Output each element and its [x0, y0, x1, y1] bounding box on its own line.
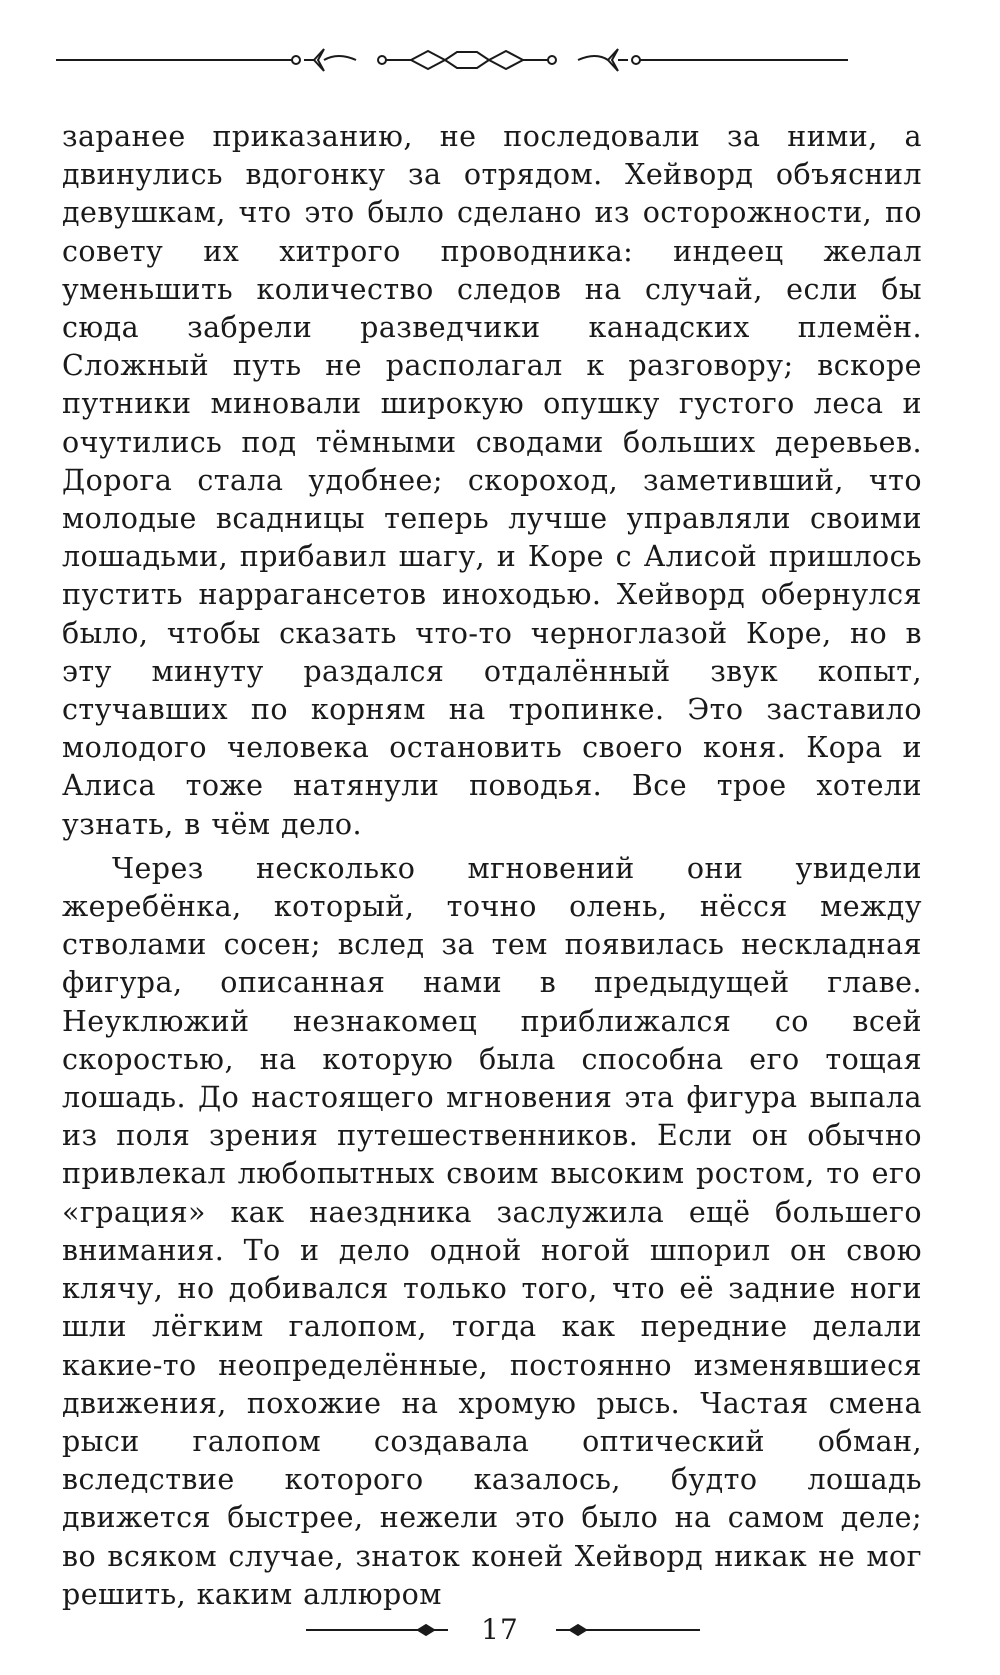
- paragraph: заранее приказанию, не последовали за ними, а двинулись вдогонку за отрядом. Хейворд объяснил девушкам, что это было сделано из осторожности, по совету их хитрого проводника: индеец желал уменьшить количество следов на случай, если бы сюда забрели разведчики канадских племён. Сложный путь не располагал к разговору; вскоре путники миновали широкую опушку густого леса и очутились под тёмными сводами больших деревьев. Дорога стала удобнее; скороход, заметивший, что молодые всадницы теперь лучше управляли своими лошадьми, прибавил шагу, и Коре с Алисой пришлось пустить наррагансетов иноходью. Хейворд обернулся было, чтобы сказать что-то черноглазой Коре, но в эту минуту раздался отдалённый звук копыт, стучавших по корням на тропинке. Это заставило молодого человека остановить своего коня. Кора и Алиса тоже натянули поводья. Все трое хотели узнать, в чём дело.: [62, 120, 922, 841]
- header-ornament: [56, 40, 936, 80]
- page-number: 17: [481, 1613, 519, 1646]
- paragraph: Через несколько мгновений они увидели жеребёнка, который, точно олень, нёсся между стволами сосен; вслед за тем появилась нескладная фигура, описанная нами в предыдущей главе. Неуклюжий незнакомец приближался со всей скоростью, на которую была способна его тощая лошадь. До настоящего мгновения эта фигура выпала из поля зрения путешественников. Если он обычно привлекал любопытных своим высоким ростом, то его «грация» как наездника заслужила ещё большего внимания. То и дело одной ногой шпорил он свою клячу, но добивался только того, что её задние ноги шли лёгким галопом, тогда как передние делали какие-то неопределённые, постоянно изменявшиеся движения, похожие на хромую рысь. Частая смена рыси галопом создавала оптический обман, вследствие которого казалось, будто лошадь движется быстрее, нежели это было на самом деле; во всяком случае, знаток коней Хейворд никак не мог решить, каким аллюром: [62, 851, 922, 1611]
- body-text: [62, 118, 922, 1614]
